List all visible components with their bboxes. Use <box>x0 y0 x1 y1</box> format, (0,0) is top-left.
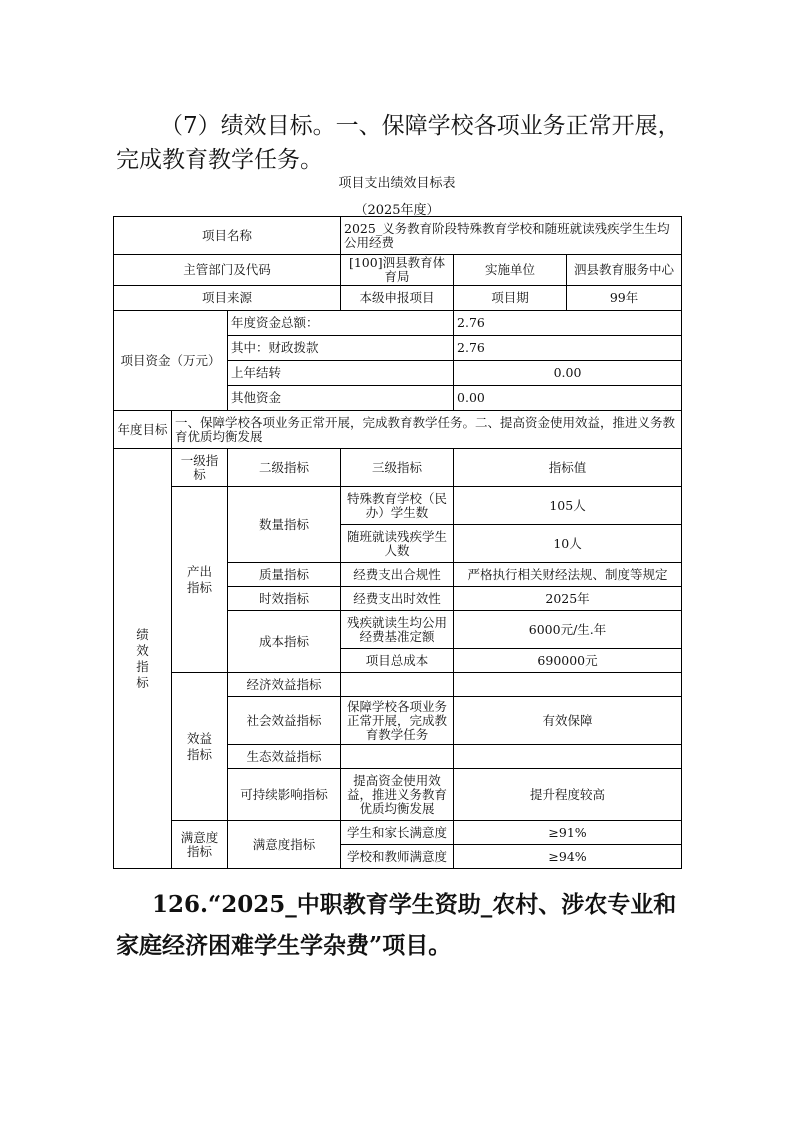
social-benefit-label: 社会效益指标 <box>228 697 341 745</box>
table-year: （2025年度） <box>354 203 440 218</box>
performance-target-table <box>113 216 682 869</box>
level1-header: 一级指标 <box>172 449 228 487</box>
indicator-value: ≥94% <box>454 845 682 869</box>
period-value: 99年 <box>567 286 682 311</box>
indicator-name <box>341 673 454 697</box>
economic-benefit-label: 经济效益指标 <box>228 673 341 697</box>
output-indicator-text: 产出指标 <box>186 563 212 595</box>
indicator-value <box>454 673 682 697</box>
quantity-indicator-label: 数量指标 <box>228 487 341 563</box>
performance-indicators-text: 绩效指标 <box>136 626 149 690</box>
fund-label: 年度资金总额： <box>228 311 454 336</box>
indicator-value: 6000元/生.年 <box>454 611 682 649</box>
level3-header: 三级指标 <box>341 449 454 487</box>
indicator-name: 随班就读残疾学生人数 <box>341 525 454 563</box>
fund-label: 上年结转 <box>228 361 454 386</box>
value-header: 指标值 <box>454 449 682 487</box>
indicator-name: 学生和家长满意度 <box>341 821 454 845</box>
fund-label: 其中：财政拨款 <box>228 336 454 361</box>
satisfaction-level2-label: 满意度指标 <box>228 821 341 869</box>
indicator-name: 项目总成本 <box>341 649 454 673</box>
output-indicator-label <box>172 487 228 673</box>
funds-label: 项目资金（万元） <box>114 311 228 411</box>
indicator-name: 特殊教育学校（民办）学生数 <box>341 487 454 525</box>
next-project-heading: 126.“2025_中职教育学生资助_农村、涉农专业和家庭经济困难学生学杂费”项目。 <box>116 891 677 959</box>
indicator-value: 严格执行相关财经法规、制度等规定 <box>454 563 682 587</box>
indicator-value: 2025年 <box>454 587 682 611</box>
section-heading: （7）绩效目标。一、保障学校各项业务正常开展，完成教育教学任务。 <box>116 113 681 173</box>
time-indicator-label: 时效指标 <box>228 587 341 611</box>
table-title: 项目支出绩效目标表 <box>338 176 456 191</box>
cost-indicator-label: 成本指标 <box>228 611 341 673</box>
period-label: 项目期 <box>454 286 567 311</box>
fund-value: 0.00 <box>454 361 682 386</box>
annual-goal-label: 年度目标 <box>114 411 172 449</box>
fund-value: 0.00 <box>454 386 682 411</box>
indicator-value: 105人 <box>454 487 682 525</box>
quality-indicator-label: 质量指标 <box>228 563 341 587</box>
benefit-indicator-text: 效益指标 <box>186 730 212 762</box>
dept-label: 主管部门及代码 <box>114 255 341 286</box>
indicator-value <box>454 745 682 769</box>
dept-value: [100]泗县教育体育局 <box>341 255 454 286</box>
indicator-name: 经费支出时效性 <box>341 587 454 611</box>
sustain-impact-label: 可持续影响指标 <box>228 769 341 821</box>
performance-indicators-label <box>114 449 172 869</box>
source-label: 项目来源 <box>114 286 341 311</box>
indicator-name <box>341 745 454 769</box>
unit-label: 实施单位 <box>454 255 567 286</box>
level2-header: 二级指标 <box>228 449 341 487</box>
indicator-name: 学校和教师满意度 <box>341 845 454 869</box>
satisfaction-level1-label: 满意度指标 <box>172 821 228 869</box>
fund-value: 2.76 <box>454 336 682 361</box>
benefit-indicator-label <box>172 673 228 821</box>
indicator-value: 10人 <box>454 525 682 563</box>
source-value: 本级申报项目 <box>341 286 454 311</box>
indicator-value: 有效保障 <box>454 697 682 745</box>
indicator-value: ≥91% <box>454 821 682 845</box>
project-name-value: 2025_义务教育阶段特殊教育学校和随班就读残疾学生生均公用经费 <box>341 217 682 255</box>
fund-label: 其他资金 <box>228 386 454 411</box>
indicator-value: 提升程度较高 <box>454 769 682 821</box>
project-name-label: 项目名称 <box>114 217 341 255</box>
unit-value: 泗县教育服务中心 <box>567 255 682 286</box>
fund-value: 2.76 <box>454 311 682 336</box>
annual-goal-value: 一、保障学校各项业务正常开展，完成教育教学任务。二、提高资金使用效益，推进义务教育优质均衡发展 <box>172 411 682 449</box>
indicator-name: 提高资金使用效益，推进义务教育优质均衡发展 <box>341 769 454 821</box>
indicator-name: 残疾就读生均公用经费基准定额 <box>341 611 454 649</box>
eco-benefit-label: 生态效益指标 <box>228 745 341 769</box>
indicator-name: 保障学校各项业务正常开展，完成教育教学任务 <box>341 697 454 745</box>
indicator-name: 经费支出合规性 <box>341 563 454 587</box>
indicator-value: 690000元 <box>454 649 682 673</box>
